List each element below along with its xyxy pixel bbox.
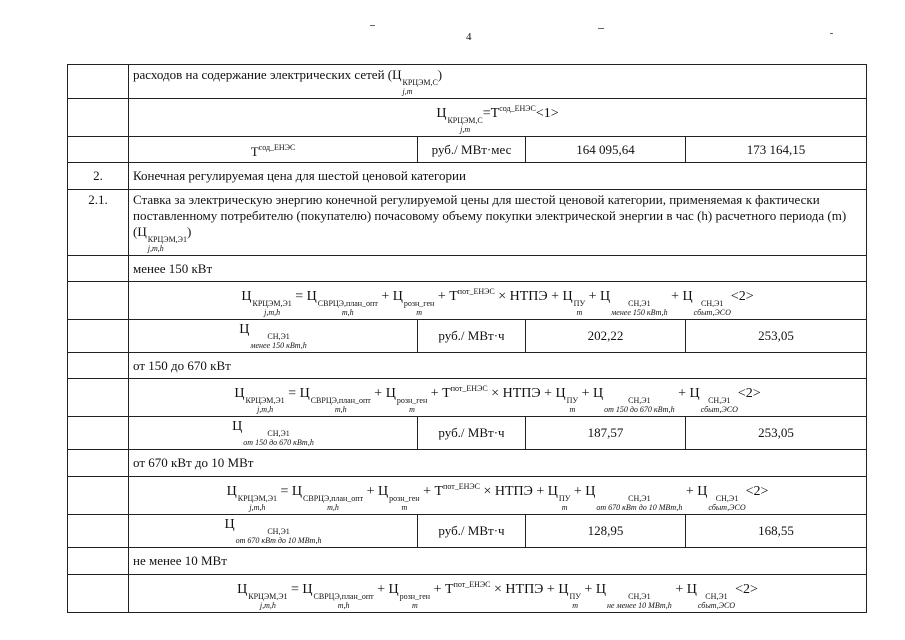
formula-row: Ц КРЦЭМ,Э1 j,m,h = Ц СВРЦЭ,план_опт m,h + Ц розн_ген m + $Т^{пот\_ЕНЭС}$ × НТПЭ + Ц ПУ m + Ц СН,Э1 менее 150 кВт,h + Ц СН,Э1 сбыт,ЭСО <2>	[129, 282, 867, 320]
section-number: 2.	[68, 163, 129, 190]
scan-speck	[830, 33, 833, 34]
tsod-label: $Т^{сод\_ЕНЭС}$	[129, 137, 418, 163]
table-row	[68, 575, 867, 613]
table-row	[68, 477, 867, 515]
group-title: не менее 10 МВт	[129, 548, 867, 575]
value-cell: 253,05	[686, 417, 867, 450]
rate-label: Ц СН,Э1 от 150 до 670 кВт,h	[129, 417, 418, 450]
formula-row: Ц КРЦЭМ,Э1 j,m,h = Ц СВРЦЭ,план_опт m,h + Ц розн_ген m + $Т^{пот\_ЕНЭС}$ × НТПЭ + Ц ПУ m + Ц СН,Э1 от 670 кВт до 10 МВт,h + Ц СН,Э1 сбыт,ЭСО <2>	[129, 477, 867, 515]
formula-row: Ц КРЦЭМ,Э1 j,m,h = Ц СВРЦЭ,план_опт m,h + Ц розн_ген m + $Т^{пот\_ЕНЭС}$ × НТПЭ + Ц ПУ m + Ц СН,Э1 не менее 10 МВт,h + Ц СН,Э1 сбыт,ЭСО <2>	[129, 575, 867, 613]
section-description: Ставка за электрическую энергию конечной регулируемой цены для шестой ценовой категории, применяемая к фактически поставленному потребителю (покупателю) почасовому объему покупки электрической энергии в час (h) расчетного периода (m) (Ц КРЦЭМ,Э1 j,m,h )	[129, 190, 867, 256]
value-cell: 202,22	[526, 320, 686, 353]
table-row	[68, 417, 867, 450]
scan-speck	[370, 25, 375, 26]
value-cell: 128,95	[526, 515, 686, 548]
table-row	[68, 320, 867, 353]
scan-speck	[598, 28, 604, 29]
section-number: 2.1.	[68, 190, 129, 256]
value-cell: 173 164,15	[686, 137, 867, 163]
num-cell	[68, 65, 129, 99]
table-row	[68, 379, 867, 417]
value-cell: 253,05	[686, 320, 867, 353]
sup: КРЦЭМ,С	[402, 78, 438, 87]
formula-row: Ц КРЦЭМ,Э1 j,m,h = Ц СВРЦЭ,план_опт m,h + Ц розн_ген m + $Т^{пот\_ЕНЭС}$ × НТПЭ + Ц ПУ m + Ц СН,Э1 от 150 до 670 кВт,h + Ц СН,Э1 сбыт,ЭСО <2>	[129, 379, 867, 417]
table-row	[68, 548, 867, 575]
unit-cell: руб./ МВт·ч	[418, 515, 526, 548]
unit-cell: руб./ МВт·ч	[418, 417, 526, 450]
text: расходов на содержание электрических сетей (Ц	[133, 67, 402, 82]
continued-text: расходов на содержание электрических сетей (Ц КРЦЭМ,С j,m )	[129, 65, 867, 99]
table-row	[68, 137, 867, 163]
value-cell: 168,55	[686, 515, 867, 548]
table-row	[68, 450, 867, 477]
group-title: от 150 до 670 кВт	[129, 353, 867, 379]
table-row	[68, 282, 867, 320]
formula-maintenance: Ц КРЦЭМ,С j,m $=Т^{сод\_ЕНЭС}<1>$	[129, 99, 867, 137]
value-cell: 164 095,64	[526, 137, 686, 163]
page-number: 4	[466, 31, 472, 43]
value-cell: 187,57	[526, 417, 686, 450]
table-row	[68, 515, 867, 548]
group-title: менее 150 кВт	[129, 256, 867, 282]
table-row	[68, 163, 867, 190]
rate-label: Ц СН,Э1 от 670 кВт до 10 МВт,h	[129, 515, 418, 548]
rate-label: Ц СН,Э1 менее 150 кВт,h	[129, 320, 418, 353]
group-title: от 670 кВт до 10 МВт	[129, 450, 867, 477]
section-title: Конечная регулируемая цена для шестой ценовой категории	[129, 163, 867, 190]
table-row	[68, 256, 867, 282]
table-row	[68, 65, 867, 99]
tariff-table	[67, 64, 867, 613]
table-row	[68, 190, 867, 256]
table-row	[68, 99, 867, 137]
unit-cell: руб./ МВт·ч	[418, 320, 526, 353]
table-row	[68, 353, 867, 379]
unit-cell: руб./ МВт·мес	[418, 137, 526, 163]
sub: j,m	[402, 87, 413, 96]
